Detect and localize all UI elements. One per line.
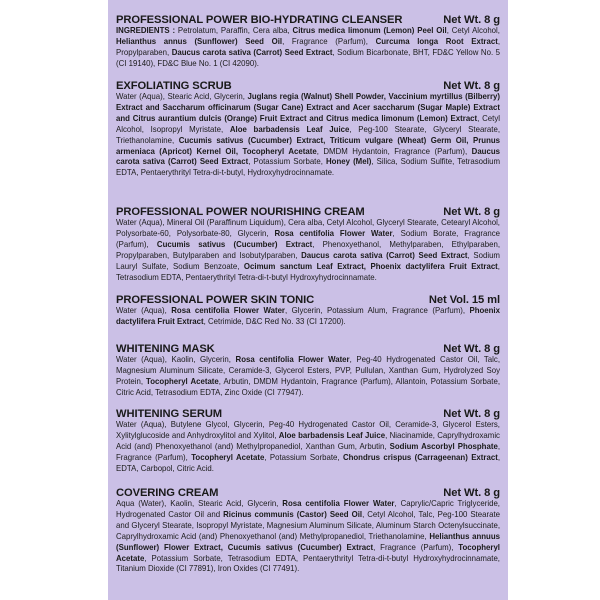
ingredient-highlight: Ricinus communis (Castor) Seed Oil [223, 509, 363, 519]
section-header [108, 14, 508, 26]
net-weight: Net Wt. 8 g [443, 206, 500, 218]
ingredient-text: , Peg-40 Hydrogenated Castor Oil, Talc, Magnesium Aluminum Silicate, Ceramide-3, Glycerol Esters, PVP, Pullulan, Xanthan Gum, Hydrolyzed Soy Protein, [116, 355, 501, 386]
ingredient-highlight: Juglans regia (Walnut) Shell Powder, Vaccinium myrtillus (Bilberry) Extract and Saccharum officinarum (Sugar Cane) Extract and Acer saccharum (Sugar Maple) Extract and Citrus aurantium dulcis (Orange) Fruit Extract and Citrus medica limonum (Lemon) Extract [116, 92, 500, 123]
net-weight: Net Wt. 8 g [443, 408, 500, 420]
ingredient-text: , Fragrance (Parfum), [282, 36, 376, 46]
ingredient-text: , Cetyl Alcohol, Isopropyl Myristate, [116, 113, 500, 134]
product-title: COVERING CREAM [116, 487, 219, 499]
ingredient-highlight: Tocopheryl Acetate [146, 376, 219, 386]
ingredients-label [108, 0, 508, 600]
ingredient-text: , Propylparaben, [116, 36, 501, 57]
ingredient-text: , Phenoxyethanol, Methylparaben, Ethylparaben, Propylparaben, Butylparaben and Isobutylparaben, [116, 239, 501, 260]
ingredient-highlight: Rosa centifolia Flower Water [274, 228, 393, 238]
product-section [108, 14, 508, 70]
ingredient-text: , Glycerin, Potassium Alum, Fragrance (Parfum), [284, 306, 470, 315]
ingredient-highlight: Daucus carota sativa (Carrot) Seed Extract [116, 146, 500, 167]
product-title: WHITENING SERUM [116, 408, 223, 420]
ingredient-highlight: Tocopheryl Acetate [116, 542, 500, 563]
section-header [108, 408, 508, 420]
product-title: PROFESSIONAL POWER SKIN TONIC [116, 294, 315, 306]
product-title: WHITENING MASK [116, 343, 215, 355]
net-weight: Net Wt. 8 g [443, 80, 500, 92]
ingredient-text: , EDTA, Carbopol, Citric Acid. [116, 452, 500, 473]
ingredient-highlight: Daucus carota sativa (Carrot) Seed Extract [301, 250, 468, 260]
ingredient-text: Water (Aqua), Butylene Glycol, Glycerin, Peg-40 Hydrogenated Castor Oil, Ceramide-3, Glycerol Esters, Xylitylglucoside and Anhydroxylitol and Xylitol, [116, 420, 500, 440]
ingredient-text: , Sodium Bicarbonate, BHT, FD&C Yellow No. 5 (CI 19140), FD&C Blue No. 1 (CI 42090). [116, 47, 501, 68]
ingredient-list [108, 26, 508, 70]
net-weight: Net Wt. 8 g [443, 14, 500, 26]
section-header [108, 294, 508, 306]
ingredient-text: , Potassium Sorbate, [264, 452, 343, 462]
product-title: PROFESSIONAL POWER NOURISHING CREAM [116, 206, 365, 218]
net-weight: Net Vol. 15 ml [428, 294, 500, 306]
ingredient-text: , Silica, Sodium Sulfite, Tetrasodium EDTA, Pentaerythrityl Tetra-di-t-butyl, Hydroxyhydrocinnamate. [116, 157, 501, 178]
ingredient-text: , Potassium Sorbate, Tetrasodium EDTA, Pentaerythrityl Tetra-di-t-butyl Hydroxyhydrocinnamate, Titanium Dioxide (CI 77891), Iron Oxides (CI 77491). [116, 553, 500, 574]
ingredient-highlight: Aloe barbadensis Leaf Juice [278, 430, 386, 440]
ingredient-list [108, 355, 508, 399]
section-header [108, 487, 508, 499]
ingredient-highlight: Tocopheryl Acetate [191, 452, 265, 462]
ingredient-text: , Sodium Borate, Fragrance (Parfum), [116, 228, 500, 249]
ingredient-text: , Cetrimide, D&C Red No. 33 (CI 17200). [203, 316, 346, 326]
net-weight: Net Wt. 8 g [443, 343, 500, 355]
ingredient-highlight: Rosa centifolia Flower Water [282, 499, 395, 508]
ingredient-text: , Peg-100 Stearate, Glyceryl Stearate, Triethanolamine, [116, 124, 500, 145]
ingredient-text: , Arbutin, DMDM Hydantoin, Fragrance (Parfum), Allantoin, Potassium Sorbate, Citric Acid, Tetrasodium EDTA, Zinc Oxide (CI 77947). [116, 376, 501, 397]
ingredient-list [108, 92, 508, 179]
ingredient-text: , Caprylic/Capric Triglyceride, Hydrogenated Castor Oil and [116, 499, 500, 519]
ingredient-highlight: Phoenix dactylifera Fruit Extract [116, 306, 500, 326]
ingredient-text: Water (Aqua), Stearic Acid, Glycerin, [116, 92, 248, 101]
ingredient-text: Aqua (Water), Kaolin, Stearic Acid, Glycerin, [116, 499, 283, 508]
ingredient-text: Water (Aqua), Kaolin, Glycerin, [116, 355, 236, 364]
ingredient-highlight: Rosa centifolia Flower Water [235, 355, 350, 364]
product-section [108, 487, 508, 575]
ingredient-list [108, 218, 508, 283]
section-header [108, 206, 508, 218]
section-header [108, 80, 508, 92]
ingredient-text: Petrolatum, Paraffin, Cera alba, [175, 26, 293, 35]
ingredient-highlight: Cucumis sativus (Cucumber) Extract, Triticum vulgare (Wheat) Germ Oil, Prunus armeniaca (Apricot) Kernel Oil, Tocopheryl Acetate [116, 135, 501, 156]
ingredient-text: , DMDM Hydantoin, Fragrance (Parfum), [316, 146, 472, 156]
ingredient-text: , Cetyl Alcohol, [446, 26, 500, 35]
ingredient-text: , Cetyl Alcohol, Talc, Peg-100 Stearate and Glyceryl Stearate, Isopropyl Myristate, Magnesium Aluminum Silicate, Aluminum Starch Octenylsuccinate, Caprylhydroxamic Acid (and) Phenoxyethanol (and) Methylpropanediol, Triethanolamine, [116, 509, 500, 541]
ingredient-highlight: INGREDIENTS : [116, 26, 176, 35]
product-section [108, 80, 508, 179]
ingredient-text: Water (Aqua), Mineral Oil (Paraffinum Liquidum), Cera alba, Cetyl Alcohol, Glyceryl Stearate, Cetearyl Alcohol, Polysorbate-60, Polysorbate-80, Glycerin, [116, 218, 500, 238]
ingredient-highlight: Helianthus annuus (Sunflower) Flower Extract, Cucumis sativus (Cucumber) Extract [116, 531, 501, 552]
section-header [108, 343, 508, 355]
ingredient-text: , Sodium Lauryl Sulfate, Sodium Benzoate, [116, 250, 500, 271]
product-title: EXFOLIATING SCRUB [116, 80, 232, 92]
ingredient-highlight: Aloe barbadensis Leaf Juice [229, 124, 350, 134]
ingredient-list [108, 499, 508, 575]
ingredient-text: , Fragrance (Parfum), [373, 542, 459, 552]
ingredient-text: , Potassium Sorbate, [248, 157, 326, 167]
ingredient-highlight: Chondrus crispus (Carrageenan) Extract [342, 452, 498, 462]
ingredient-text: , Niacinamide, Caprylhydroxamic Acid (and) Phenoxyethanol (and) Methylpropanediol, Xanthan Gum, Arbutin, [116, 430, 500, 451]
ingredient-highlight: Citrus medica limonum (Lemon) Peel Oil [292, 26, 447, 35]
ingredient-highlight: Rosa centifolia Flower Water [171, 306, 285, 315]
ingredient-text: , Fragrance (Parfum), [116, 441, 500, 462]
ingredient-highlight: Honey (Mel) [326, 157, 372, 167]
ingredient-highlight: Cucumis sativus (Cucumber) Extract [156, 239, 313, 249]
ingredient-list [108, 306, 508, 328]
product-section [108, 408, 508, 475]
ingredient-text: , Tetrasodium EDTA, Pentaerythrityl Tetra-di-t-butyl Hydroxyhydrocinnamate. [116, 261, 500, 282]
ingredient-highlight: Helianthus annus (Sunflower) Seed Oil [116, 36, 283, 46]
product-section [108, 343, 508, 399]
ingredient-highlight: Ocimum sanctum Leaf Extract, Phoenix dactylifera Fruit Extract [243, 261, 498, 271]
ingredient-list [108, 420, 508, 475]
net-weight: Net Wt. 8 g [443, 487, 500, 499]
product-section [108, 294, 508, 328]
ingredient-highlight: Curcuma longa Root Extract [375, 36, 498, 46]
ingredient-text: Water (Aqua), [116, 306, 172, 315]
ingredient-highlight: Daucus carota sativa (Carrot) Seed Extract [171, 47, 333, 57]
product-title: PROFESSIONAL POWER BIO-HYDRATING CLEANSER [116, 14, 403, 26]
ingredient-highlight: Sodium Ascorbyl Phosphate [389, 441, 498, 451]
product-section [108, 206, 508, 283]
